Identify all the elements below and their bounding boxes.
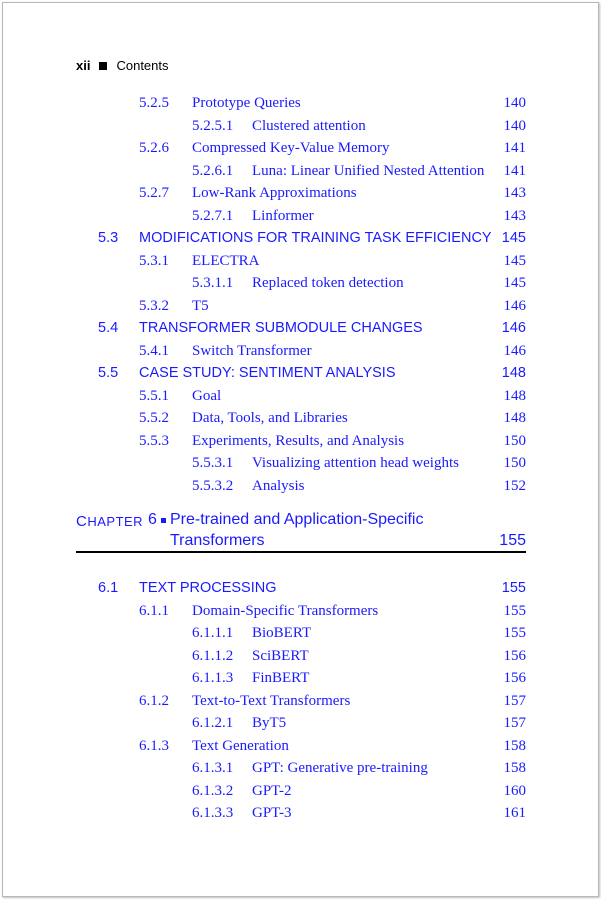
toc-entry-title: ELECTRA bbox=[192, 252, 260, 269]
toc-entry-number: 5.3.1.1 bbox=[192, 275, 234, 291]
toc-entry[interactable] bbox=[0, 603, 601, 625]
toc-entry-number: 6.1.1.1 bbox=[192, 625, 234, 641]
toc-entry[interactable] bbox=[0, 760, 601, 782]
toc-entry-number: 5.5.3.1 bbox=[192, 455, 234, 471]
toc-entry[interactable] bbox=[0, 693, 601, 715]
toc-entry-title: Goal bbox=[192, 387, 222, 404]
toc-entry-page: 155 bbox=[503, 625, 526, 641]
toc-entry-page: 141 bbox=[503, 140, 526, 156]
toc-entry-number: 6.1.3 bbox=[139, 737, 169, 754]
toc-entry-title: T5 bbox=[192, 297, 209, 314]
toc-entry-number: 5.5.1 bbox=[139, 387, 169, 404]
toc-entry-page: 158 bbox=[503, 737, 526, 754]
chapter-number: 6 bbox=[148, 511, 157, 528]
toc-entry-title: Linformer bbox=[252, 207, 314, 224]
toc-entry-page: 143 bbox=[503, 185, 526, 201]
toc-entry-number: 5.5.2 bbox=[139, 410, 169, 426]
toc-entry-title: Compressed Key-Value Memory bbox=[192, 140, 390, 156]
toc-entry-number: 6.1.3.2 bbox=[192, 782, 234, 799]
toc-entry-page: 155 bbox=[503, 602, 526, 619]
toc-entry-page: 148 bbox=[503, 387, 526, 404]
toc-entry[interactable] bbox=[0, 230, 601, 252]
toc-entry-title: Low-Rank Approximations bbox=[192, 185, 357, 201]
toc-entry-page: 158 bbox=[503, 760, 526, 776]
toc-entry[interactable] bbox=[0, 783, 601, 805]
toc-entry-number: 5.2.6 bbox=[139, 140, 169, 156]
toc-entry-page: 156 bbox=[503, 670, 526, 686]
toc-entry-title: Luna: Linear Unified Nested Attention bbox=[252, 162, 485, 179]
toc-entry-number: 6.1.2 bbox=[139, 692, 169, 709]
toc-entry-title: Domain-Specific Transformers bbox=[192, 602, 379, 619]
toc-entry-page: 145 bbox=[503, 275, 526, 291]
toc-entry-title: Data, Tools, and Libraries bbox=[192, 410, 348, 426]
toc-entry-title: GPT: Generative pre-training bbox=[252, 760, 428, 776]
toc-entry-page: 146 bbox=[503, 342, 526, 359]
toc-entry-title: Text Generation bbox=[192, 737, 289, 754]
toc-entry-title: Replaced token detection bbox=[252, 275, 404, 291]
toc-entry-page: 141 bbox=[503, 162, 526, 179]
toc-entry-number: 5.2.5 bbox=[139, 95, 169, 111]
toc-entry-title: Experiments, Results, and Analysis bbox=[192, 432, 405, 449]
toc-entry[interactable] bbox=[0, 140, 601, 162]
toc-entry-number: 5.3.2 bbox=[139, 297, 169, 314]
toc-entry-title: GPT-2 bbox=[252, 782, 292, 799]
toc-entry-page: 140 bbox=[503, 117, 526, 134]
toc-entry-number: 6.1.1.3 bbox=[192, 670, 234, 686]
square-bullet-icon bbox=[161, 518, 166, 523]
toc-entry-title: Analysis bbox=[252, 477, 305, 494]
toc-entry-page: 157 bbox=[503, 692, 526, 709]
toc-entry[interactable] bbox=[0, 433, 601, 455]
toc-entry[interactable] bbox=[0, 805, 601, 827]
toc-entry-number: 5.3.1 bbox=[139, 252, 169, 269]
chapter-page: 155 bbox=[499, 532, 526, 549]
running-header bbox=[76, 58, 169, 73]
toc-entry-number: 5.2.5.1 bbox=[192, 117, 234, 134]
toc-entry-title: MODIFICATIONS FOR TRAINING TASK EFFICIENCY bbox=[139, 230, 492, 246]
toc-entry-number: 6.1.3.3 bbox=[192, 805, 234, 821]
toc-entry-number: 5.2.7.1 bbox=[192, 207, 234, 224]
toc-entry-number: 5.3 bbox=[98, 230, 119, 246]
toc-entry[interactable] bbox=[0, 320, 601, 342]
toc-entry-page: 150 bbox=[503, 455, 526, 471]
header-page-number: xii bbox=[76, 58, 91, 73]
toc-entry[interactable] bbox=[0, 343, 601, 365]
toc-entry-title: TEXT PROCESSING bbox=[139, 580, 277, 596]
toc-entry-title: FinBERT bbox=[252, 670, 310, 686]
toc-entry-page: 161 bbox=[503, 805, 526, 821]
toc-entry-page: 148 bbox=[503, 410, 526, 426]
toc-entry[interactable] bbox=[0, 410, 601, 432]
toc-entry-page: 140 bbox=[503, 95, 526, 111]
toc-entry-page: 160 bbox=[503, 782, 526, 799]
toc-entry-page: 146 bbox=[501, 320, 526, 336]
toc-entry[interactable] bbox=[0, 580, 601, 602]
chapter-title-line2: Transformers bbox=[170, 532, 265, 549]
toc-entry[interactable] bbox=[0, 298, 601, 320]
header-title: Contents bbox=[116, 58, 169, 73]
toc-entry[interactable] bbox=[0, 163, 601, 185]
toc-entry-number: 5.4.1 bbox=[139, 342, 169, 359]
chapter-rule bbox=[76, 551, 526, 553]
toc-entry-number: 5.5.3.2 bbox=[192, 477, 234, 494]
square-bullet-icon bbox=[99, 62, 107, 70]
toc-entry-number: 5.2.6.1 bbox=[192, 162, 234, 179]
toc-entry-page: 155 bbox=[501, 580, 526, 596]
toc-entry-page: 150 bbox=[503, 432, 526, 449]
toc-entry-number: 6.1 bbox=[98, 580, 119, 596]
toc-entry-number: 5.5 bbox=[98, 365, 119, 381]
toc-entry-number: 5.2.7 bbox=[139, 185, 169, 201]
toc-entry-number: 6.1.1.2 bbox=[192, 647, 234, 664]
toc-entry[interactable] bbox=[0, 478, 601, 500]
toc-entry[interactable] bbox=[0, 455, 601, 477]
chapter-title-line1: Pre-trained and Application-Specific bbox=[170, 511, 424, 528]
toc-entry[interactable] bbox=[0, 738, 601, 760]
toc-entry[interactable] bbox=[0, 715, 601, 737]
toc-entry-number: 6.1.2.1 bbox=[192, 715, 234, 731]
toc-entry-title: BioBERT bbox=[252, 625, 312, 641]
toc-entry-title: Switch Transformer bbox=[192, 342, 312, 359]
toc-entry-page: 145 bbox=[501, 230, 526, 246]
toc-entry-title: CASE STUDY: SENTIMENT ANALYSIS bbox=[139, 365, 396, 381]
toc-entry[interactable] bbox=[0, 670, 601, 692]
toc-entry[interactable] bbox=[0, 365, 601, 387]
toc-entry[interactable] bbox=[0, 275, 601, 297]
toc-entry-page: 152 bbox=[503, 477, 526, 494]
toc-entry[interactable] bbox=[0, 118, 601, 140]
toc-entry[interactable] bbox=[0, 95, 601, 117]
toc-entry[interactable] bbox=[0, 208, 601, 230]
toc-entry[interactable] bbox=[0, 253, 601, 275]
toc-entry-title: Visualizing attention head weights bbox=[252, 455, 459, 471]
toc-entry-page: 143 bbox=[503, 207, 526, 224]
toc-entry-title: SciBERT bbox=[252, 647, 309, 664]
toc-entry-title: ByT5 bbox=[252, 715, 287, 731]
toc-entry-number: 6.1.1 bbox=[139, 602, 169, 619]
toc-entry-page: 156 bbox=[503, 647, 526, 664]
toc-entry-title: TRANSFORMER SUBMODULE CHANGES bbox=[139, 320, 423, 336]
toc-entry[interactable] bbox=[0, 625, 601, 647]
toc-entry-number: 5.5.3 bbox=[139, 432, 169, 449]
toc-entry-number: 5.4 bbox=[98, 320, 119, 336]
toc-entry-page: 157 bbox=[503, 715, 526, 731]
chapter-label: CHAPTER bbox=[76, 513, 144, 530]
toc-entry-page: 145 bbox=[503, 252, 526, 269]
toc-entry-page: 146 bbox=[503, 297, 526, 314]
toc-entry-number: 6.1.3.1 bbox=[192, 760, 234, 776]
toc-entry[interactable] bbox=[0, 388, 601, 410]
toc-entry-title: GPT-3 bbox=[252, 805, 292, 821]
toc-entry[interactable] bbox=[0, 185, 601, 207]
toc-entry-title: Prototype Queries bbox=[192, 95, 301, 111]
toc-entry-page: 148 bbox=[501, 365, 526, 381]
toc-entry-title: Text-to-Text Transformers bbox=[192, 692, 351, 709]
toc-entry-title: Clustered attention bbox=[252, 117, 366, 134]
toc-entry[interactable] bbox=[0, 648, 601, 670]
